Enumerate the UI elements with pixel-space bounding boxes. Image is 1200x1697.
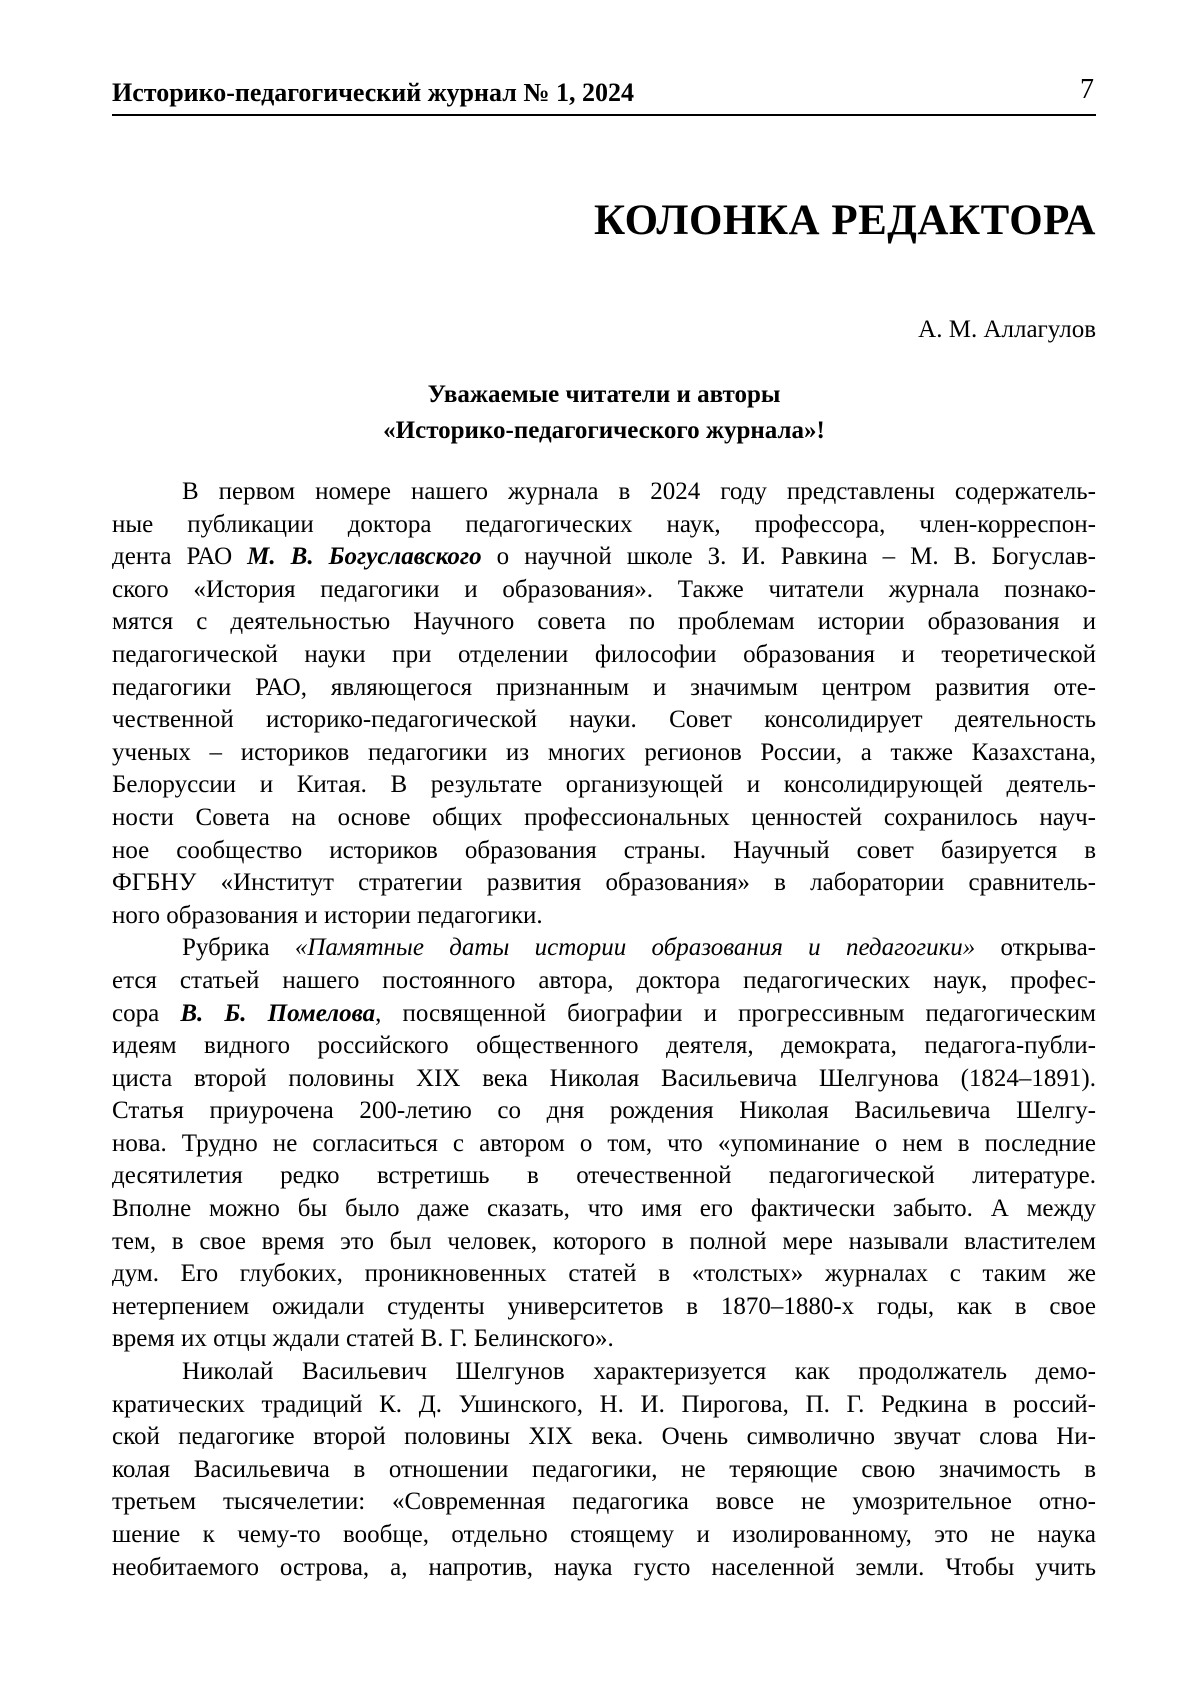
text-line [112,1291,1096,1324]
text-run: ского «История педагогики и образования». Также читатели журнала познако- [112,575,1096,603]
text-line [112,769,1096,802]
text-line [112,1519,1096,1552]
text-run: циста второй половины XIX века Николая Васильевича Шелгунова (1824–1891). [112,1064,1096,1092]
text-line [112,606,1096,639]
text-run: десятилетия редко встретишь в отечественной педагогической литературе. [112,1162,1096,1190]
author-mention: М. В. Богуславского [247,543,482,571]
text-run: время их отцы ждали статей В. Г. Белинского». [112,1325,614,1353]
text-run: идеям видного российского общественного деятеля, демократа, педагога-публи- [112,1032,1096,1060]
text-run: педагогической науки при отделении философии образования и теоретической [112,640,1096,668]
text-line [112,1030,1096,1063]
text-run: третьем тысячелетии: «Современная педагогика вовсе не умозрительное отно- [112,1488,1096,1516]
text-run: ное сообщество историков образования страны. Научный совет базируется в [112,836,1096,864]
text-line [112,1193,1096,1226]
text-line [112,835,1096,868]
text-run: ется статьей нашего постоянного автора, доктора педагогических наук, профес- [112,966,1096,994]
text-run: кратических традиций К. Д. Ушинского, Н. И. Пирогова, П. Г. Редкина в россий- [112,1390,1096,1418]
text-line [112,1095,1096,1128]
text-run: В первом номере нашего журнала в 2024 году представлены содержатель- [182,478,1096,505]
text-line [112,900,1096,933]
page-number: 7 [1080,74,1094,105]
text-line [112,1486,1096,1519]
text-line [112,998,1096,1031]
text-run: ности Совета на основе общих профессиональных ценностей сохранилось науч- [112,803,1096,831]
text-line [112,1552,1096,1585]
greeting-line: «Историко-педагогического журнала»! [383,417,825,444]
text-run: Рубрика [182,934,295,962]
text-line [112,932,1096,965]
text-run: тем, в свое время это был человек, которого в полной мере называли властителем [112,1227,1096,1255]
rubric-title: «Памятные даты истории образования и педагогики» [294,934,976,962]
text-line [112,802,1096,835]
author-mention: В. Б. Помелова [180,999,376,1027]
author-name: А. М. Аллагулов [918,316,1096,343]
text-line [112,1389,1096,1422]
text-run: сора [112,999,181,1027]
section-title: КОЛОНКА РЕДАКТОРА [594,197,1096,244]
text-line [112,965,1096,998]
text-line [112,509,1096,542]
text-line [112,867,1096,900]
text-line [112,704,1096,737]
running-header [112,70,1096,116]
text-run: колая Васильевича в отношении педагогики, не теряющие свою значимость в [112,1455,1096,1483]
journal-title: Историко-педагогический журнал № 1, 2024 [112,78,634,107]
text-line [112,1454,1096,1487]
text-run: Николай Васильевич Шелгунов характеризуется как продолжатель демо- [182,1358,1096,1386]
article-body [112,476,1096,1584]
text-run: Вполне можно бы было даже сказать, что имя его фактически забыто. А между [112,1195,1096,1223]
greeting-line: Уважаемые читатели и авторы [427,381,781,408]
text-run: ученых – историков педагогики из многих регионов России, а также Казахстана, [112,738,1096,766]
greeting [112,377,1096,449]
text-run: нетерпением ожидали студенты университетов в 1870–1880-х годы, как в свое [112,1292,1096,1320]
text-line [112,1258,1096,1291]
text-run: ФГБНУ «Институт стратегии развития образования» в лаборатории сравнитель- [112,869,1096,897]
text-run: нова. Трудно не согласиться с автором о том, что «упоминание о нем в последние [112,1129,1096,1157]
text-line [112,541,1096,574]
paragraph [112,932,1096,1356]
text-line [112,672,1096,705]
text-run: шение к чему-то вообще, отдельно стоящему и изолированному, это не наука [112,1521,1096,1548]
text-line [112,737,1096,770]
text-run: Белоруссии и Китая. В результате организующей и консолидирующей деятель- [112,771,1096,799]
text-run: дента РАО [112,543,248,571]
text-line [112,574,1096,607]
text-line [112,1323,1096,1356]
text-line [112,1128,1096,1161]
text-run: мятся с деятельностью Научного совета по проблемам истории образования и [112,608,1096,636]
paragraph [112,476,1096,932]
text-line [112,1356,1096,1389]
text-run: Статья приурочена 200-летию со дня рождения Николая Васильевича Шелгу- [112,1097,1096,1125]
text-run: о научной школе З. И. Равкина – М. В. Богуслав- [481,543,1097,571]
text-run: открыва- [975,934,1096,962]
paragraph [112,1356,1096,1584]
text-run: необитаемого острова, а, напротив, наука густо населенной земли. Чтобы учить [112,1553,1096,1581]
text-line [112,1421,1096,1454]
text-run: ные публикации доктора педагогических наук, профессора, член-корреспон- [112,510,1096,538]
text-run: чественной историко-педагогической науки. Совет консолидирует деятельность [112,706,1096,734]
text-line [112,639,1096,672]
text-line [112,1160,1096,1193]
text-line [112,476,1096,509]
text-run: педагогики РАО, являющегося признанным и значимым центром развития оте- [112,673,1096,701]
text-line [112,1226,1096,1259]
text-run: дум. Его глубоких, проникновенных статей в «толстых» журналах с таким же [112,1260,1096,1288]
text-run: ного образования и истории педагогики. [112,901,543,929]
text-line [112,1063,1096,1096]
text-run: ской педагогике второй половины XIX века. Очень символично звучат слова Ни- [112,1423,1096,1451]
text-run: , посвященной биографии и прогрессивным педагогическим [375,999,1096,1027]
